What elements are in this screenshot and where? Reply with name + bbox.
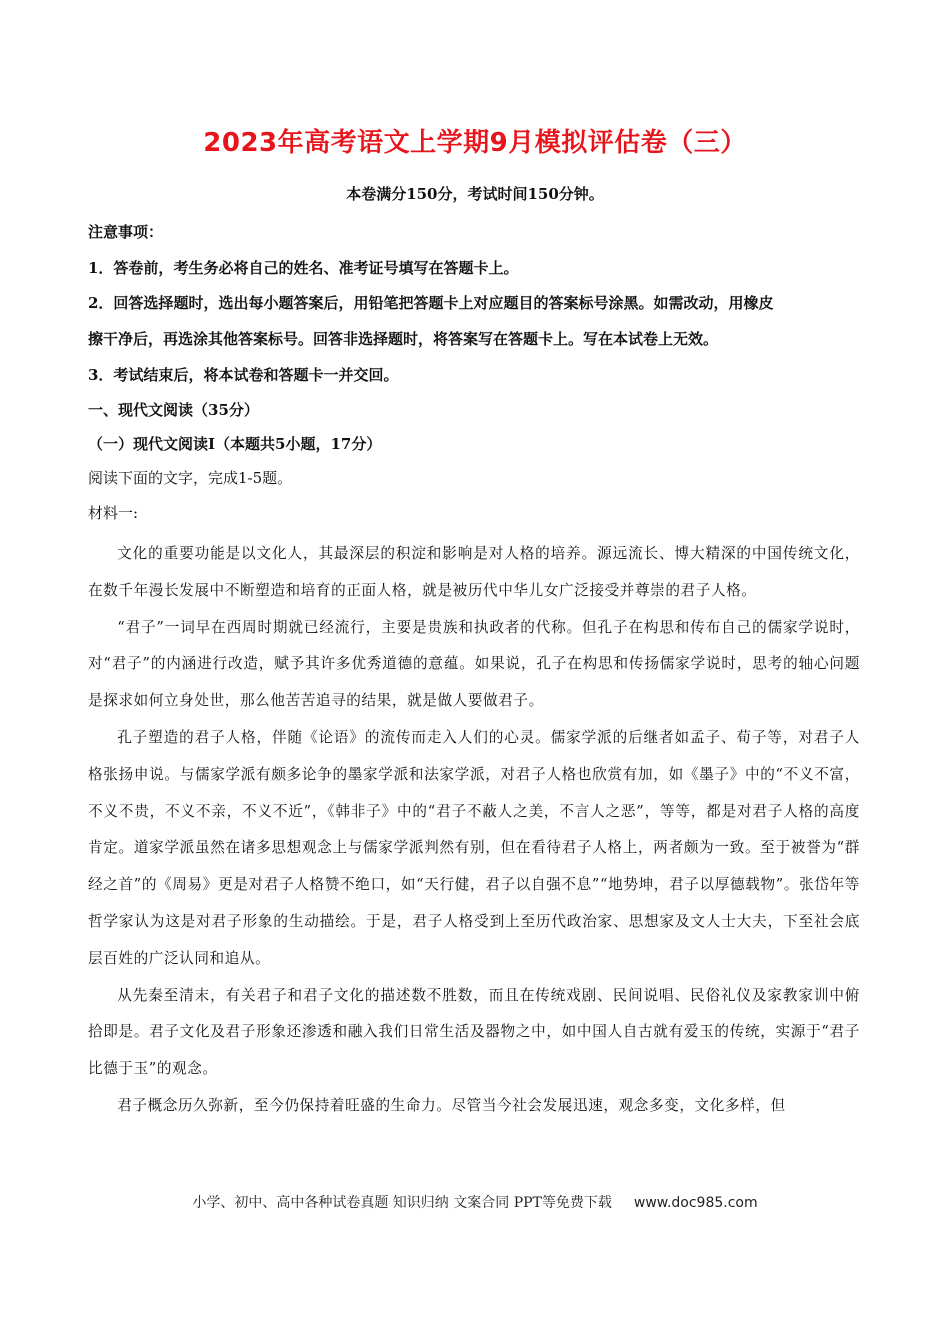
section-heading: 一、现代文阅读（35分）	[88, 401, 259, 419]
reading-instruction: 阅读下面的文字，完成1-5题。	[88, 469, 293, 487]
material-label: 材料一:	[88, 504, 139, 522]
notice-item: 2．回答选择题时，选出每小题答案后，用铅笔把答题卡上对应题目的答案标号涂黑。如需改动，用橡皮	[88, 294, 774, 312]
passage-paragraph: 孔子塑造的君子人格，伴随《论语》的流传而走入人们的心灵。儒家学派的后继者如孟子、荀子等，对君子人格张扬申说。与儒家学派有颇多论争的墨家学派和法家学派，对君子人格也欣赏有加，如《墨子》中的“不义不富，不义不贵，不义不亲，不义不近”，《韩非子》中的“君子不蔽人之美，不言人之恶”，等等，都是对君子人格的高度肯定。道家学派虽然在诸多思想观念上与儒家学派判然有别，但在看待君子人格上，两者颇为一致。至于被誉为“群经之首”的《周易》更是对君子人格赞不绝口，如“天行健，君子以自强不息”“地势坤，君子以厚德载物”。张岱年等哲学家认为这是对君子形象的生动描绘。于是，君子人格受到上至历代政治家、思想家及文人士大夫，下至社会底层百姓的广泛认同和追从。	[88, 728, 860, 967]
footer-text: 小学、初中、高中各种试卷真题 知识归纳 文案合同 PPT等免费下载	[192, 1195, 612, 1211]
passage	[88, 536, 860, 1125]
section-subheading: （一）现代文阅读Ⅰ（本题共5小题，17分）	[88, 435, 382, 453]
passage-paragraph: 君子概念历久弥新，至今仍保持着旺盛的生命力。尽管当今社会发展迅速，观念多变，文化多样，但	[117, 1096, 786, 1114]
passage-paragraph: “君子”一词早在西周时期就已经流行，主要是贵族和执政者的代称。但孔子在构思和传布自己的儒家学说时，对“君子”的内涵进行改造，赋予其许多优秀道德的意蕴。如果说，孔子在构思和传扬儒家学说时，思考的轴心问题是探求如何立身处世，那么他苦苦追寻的结果，就是做人要做君子。	[88, 618, 860, 710]
page-footer	[0, 1192, 950, 1212]
footer-site: www.doc985.com	[633, 1195, 758, 1211]
exam-title: 2023年高考语文上学期9月模拟评估卷（三）	[203, 128, 747, 158]
passage-paragraph: 从先秦至清末，有关君子和君子文化的描述数不胜数，而且在传统戏剧、民间说唱、民俗礼仪及家教家训中俯拾即是。君子文化及君子形象还渗透和融入我们日常生活及器物之中，如中国人自古就有爱玉的传统，实源于“君子比德于玉”的观念。	[88, 986, 860, 1078]
notice-item: 擦干净后，再选涂其他答案标号。回答非选择题时，将答案写在答题卡上。写在本试卷上无效。	[88, 330, 719, 348]
notice-item: 3．考试结束后，将本试卷和答题卡一并交回。	[88, 366, 399, 384]
passage-paragraph: 文化的重要功能是以文化人，其最深层的积淀和影响是对人格的培养。源远流长、博大精深的中国传统文化，在数千年漫长发展中不断塑造和培育的正面人格，就是被历代中华儿女广泛接受并尊崇的君子人格。	[88, 545, 860, 599]
notice-heading: 注意事项：	[88, 223, 164, 241]
exam-subtitle: 本卷满分150分，考试时间150分钟。	[346, 185, 604, 203]
notice-item: 1．答卷前，考生务必将自己的姓名、准考证号填写在答题卡上。	[88, 259, 519, 277]
